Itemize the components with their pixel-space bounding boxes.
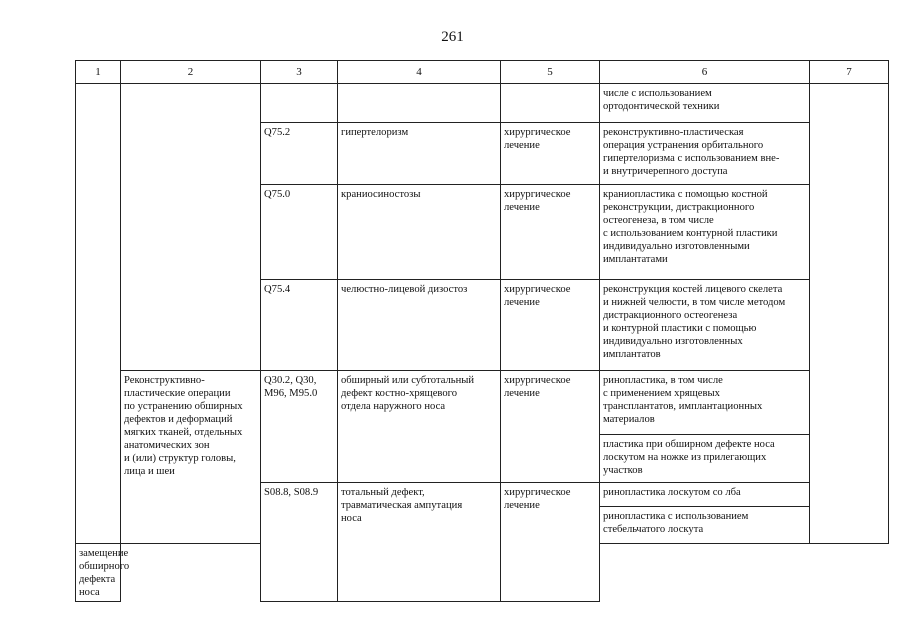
procedure-group-name: Реконструктивно- пластические операции по устранению обширных дефектов и деформаций мягких тканей, отдельных анатомических зон и (или) структур головы, лица и шеи — [121, 371, 261, 544]
method-cell: числе с использованием ортодонтической техники — [600, 84, 810, 123]
table-row — [76, 84, 889, 123]
code-cell: S08.8, S08.9 — [261, 483, 338, 602]
table-row — [76, 371, 889, 435]
column-header-2: 2 — [121, 61, 261, 84]
column-header-3: 3 — [261, 61, 338, 84]
column-header-1: 1 — [76, 61, 121, 84]
method-cell: замещение обширного дефекта носа — [76, 544, 121, 602]
code-cell: Q75.4 — [261, 280, 338, 371]
treatment-cell — [501, 84, 600, 123]
page-number: 261 — [441, 29, 464, 45]
col1-cell — [76, 84, 121, 544]
method-cell: реконструкция костей лицевого скелета и нижней челюсти, в том числе методом дистракционного остеогенеза и контурной пластики с помощью индивидуально изготовленных имплантатов — [600, 280, 810, 371]
diagnosis-cell: краниосиностозы — [338, 185, 501, 280]
treatment-cell: хирургическое лечение — [501, 185, 600, 280]
treatment-cell: хирургическое лечение — [501, 371, 600, 483]
diagnosis-cell: обширный или субтотальный дефект костно-хрящевого отдела наружного носа — [338, 371, 501, 483]
method-cell: ринопластика лоскутом со лба — [600, 483, 810, 507]
diagnosis-cell: тотальный дефект, травматическая ампутация носа — [338, 483, 501, 602]
method-cell: пластика при обширном дефекте носа лоскутом на ножке из прилегающих участков — [600, 435, 810, 483]
col7-cell — [810, 84, 889, 544]
diagnosis-cell: гипертелоризм — [338, 123, 501, 185]
code-cell — [261, 84, 338, 123]
code-cell: Q30.2, Q30, M96, M95.0 — [261, 371, 338, 483]
method-cell: краниопластика с помощью костной реконструкции, дистракционного остеогенеза, в том числе с использованием контурной пластики индивидуально изготовленными имплантатами — [600, 185, 810, 280]
method-cell: реконструктивно-пластическая операция устранения орбитального гипертелоризма с использованием вне- и внутричерепного доступа — [600, 123, 810, 185]
column-header-5: 5 — [501, 61, 600, 84]
treatment-cell: хирургическое лечение — [501, 483, 600, 602]
diagnosis-cell — [338, 84, 501, 123]
column-header-7: 7 — [810, 61, 889, 84]
diagnosis-cell: челюстно-лицевой дизостоз — [338, 280, 501, 371]
medical-care-table — [75, 60, 889, 602]
column-header-4: 4 — [338, 61, 501, 84]
treatment-cell: хирургическое лечение — [501, 280, 600, 371]
code-cell: Q75.0 — [261, 185, 338, 280]
method-cell: ринопластика, в том числе с применением хрящевых трансплантатов, имплантационных материалов — [600, 371, 810, 435]
code-cell: Q75.2 — [261, 123, 338, 185]
column-header-6: 6 — [600, 61, 810, 84]
method-cell: ринопластика с использованием стебельчатого лоскута — [600, 507, 810, 544]
col2-cell-empty — [121, 84, 261, 371]
treatment-cell: хирургическое лечение — [501, 123, 600, 185]
column-number-row — [76, 61, 889, 84]
